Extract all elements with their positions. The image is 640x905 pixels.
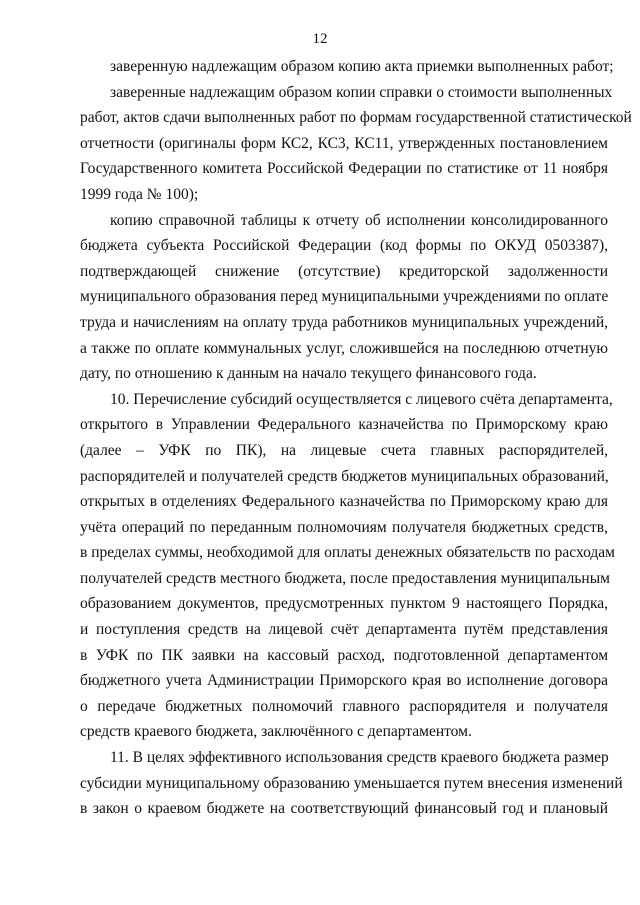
text-line: работ, актов сдачи выполненных работ по формам государственной статистической bbox=[80, 109, 632, 127]
text-line: копию справочной таблицы к отчету об исполнении консолидированного bbox=[110, 211, 608, 229]
text-line: бюджета субъекта Российской Федерации (код формы по ОКУД 0503387), bbox=[80, 237, 608, 255]
page-number: 12 bbox=[312, 31, 328, 47]
text-line: заверенную надлежащим образом копию акта приемки выполненных работ; bbox=[110, 58, 614, 75]
text-line: о передаче бюджетных полномочий главного распорядителя и получателя bbox=[80, 697, 608, 715]
text-line: а также по оплате коммунальных услуг, сложившейся на последнюю отчетную bbox=[80, 339, 608, 357]
text-line: образованием документов, предусмотренных пунктом 9 настоящего Порядка, bbox=[80, 595, 608, 613]
paragraph bbox=[80, 54, 614, 80]
paragraph bbox=[80, 745, 623, 822]
text-line: заверенные надлежащим образом копии справки о стоимости выполненных bbox=[110, 83, 613, 101]
text-line: и поступления средств на лицевой счёт департамента путём представления bbox=[80, 621, 608, 639]
text-line: подтверждающей снижение (отсутствие) кредиторской задолженности bbox=[80, 262, 608, 280]
text-line: (далее – УФК по ПК), на лицевые счета главных распорядителей, bbox=[80, 441, 608, 459]
text-line: открытого в Управлении Федерального казначейства по Приморскому краю bbox=[80, 416, 608, 434]
text-line: отчетности (оригиналы форм КС2, КС3, КС11, утвержденных постановлением bbox=[80, 134, 608, 152]
document-body bbox=[80, 54, 632, 822]
text-line: муниципального образования перед муниципальными учреждениями по оплате bbox=[80, 288, 609, 306]
text-line: средств краевого бюджета, заключённого с департаментом. bbox=[80, 723, 472, 741]
text-line: в УФК по ПК заявки на кассовый расход, подготовленной департаментом bbox=[80, 646, 608, 664]
text-line: учёта операций по переданным полномочиям получателя бюджетных средств, bbox=[80, 518, 608, 536]
text-line: труда и начислениям на оплату труда работников муниципальных учреждений, bbox=[80, 313, 608, 331]
text-line: 1999 года № 100); bbox=[80, 185, 199, 203]
text-line: распорядителей и получателей средств бюджетов муниципальных образований, bbox=[80, 467, 609, 485]
paragraph bbox=[80, 387, 615, 745]
text-line: получателей средств местного бюджета, после предоставления муниципальным bbox=[80, 569, 610, 587]
text-line: субсидии муниципальному образованию уменьшается путем внесения изменений bbox=[80, 774, 623, 792]
text-line: 10. Перечисление субсидий осуществляется с лицевого счёта департамента, bbox=[110, 390, 613, 408]
text-line: в пределах суммы, необходимой для оплаты денежных обязательств по расходам bbox=[80, 544, 615, 562]
paragraph bbox=[80, 208, 608, 387]
text-line: открытых в отделениях Федерального казначейства по Приморскому краю для bbox=[80, 493, 608, 511]
text-line: бюджетного учета Администрации Приморского края во исполнение договора bbox=[80, 672, 608, 690]
text-line: Государственного комитета Российской Федерации по статистике от 11 ноября bbox=[80, 160, 608, 178]
text-line: 11. В целях эффективного использования средств краевого бюджета размер bbox=[110, 749, 609, 767]
text-line: дату, по отношению к данным на начало текущего финансового года. bbox=[80, 365, 537, 383]
text-line: в закон о краевом бюджете на соответствующий финансовый год и плановый bbox=[80, 800, 608, 818]
paragraph bbox=[80, 80, 632, 208]
